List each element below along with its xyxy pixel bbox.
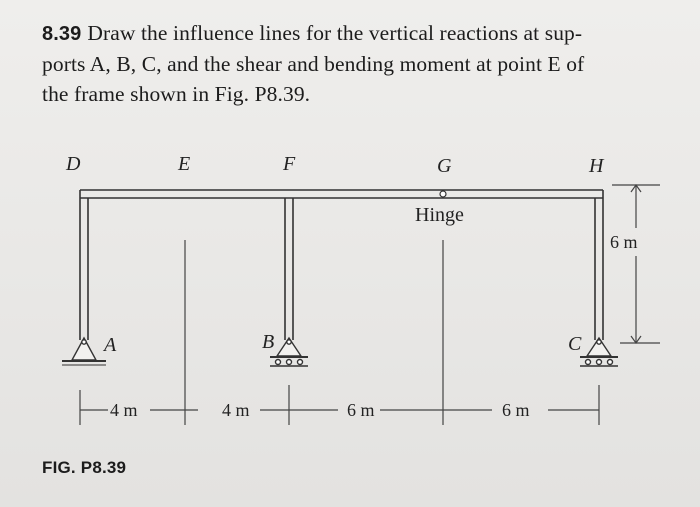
figure-caption: FIG. P8.39 — [42, 458, 127, 477]
dim-span-3: 6 m — [347, 400, 375, 420]
label-d: D — [66, 153, 81, 175]
hinge-label: Hinge — [415, 204, 464, 226]
vertical-dimension-line — [631, 185, 641, 343]
extension-lines — [80, 185, 660, 425]
support-b — [270, 338, 308, 366]
label-a: A — [104, 334, 117, 356]
dim-span-1: 4 m — [110, 400, 138, 420]
top-beam — [80, 190, 603, 198]
dim-height: 6 m — [610, 232, 638, 252]
support-a — [62, 338, 106, 365]
dim-span-2: 4 m — [222, 400, 250, 420]
label-h: H — [589, 155, 604, 177]
column-c — [595, 190, 603, 340]
label-b: B — [262, 331, 275, 353]
column-a — [80, 190, 88, 340]
problem-text-line-3: the frame shown in Fig. P8.39. — [42, 82, 311, 106]
hinge-symbol — [440, 191, 446, 197]
dim-span-4: 6 m — [502, 400, 530, 420]
label-g: G — [437, 155, 452, 177]
column-b — [285, 198, 293, 340]
problem-number: 8.39 — [42, 23, 82, 45]
support-c — [580, 338, 618, 366]
label-e: E — [178, 153, 191, 175]
problem-text-line-1: Draw the influence lines for the vertical reactions at sup- — [87, 21, 583, 45]
problem-text-line-2: ports A, B, C, and the shear and bending moment at point E of — [42, 52, 585, 76]
label-c: C — [568, 333, 582, 355]
label-f: F — [283, 153, 296, 175]
